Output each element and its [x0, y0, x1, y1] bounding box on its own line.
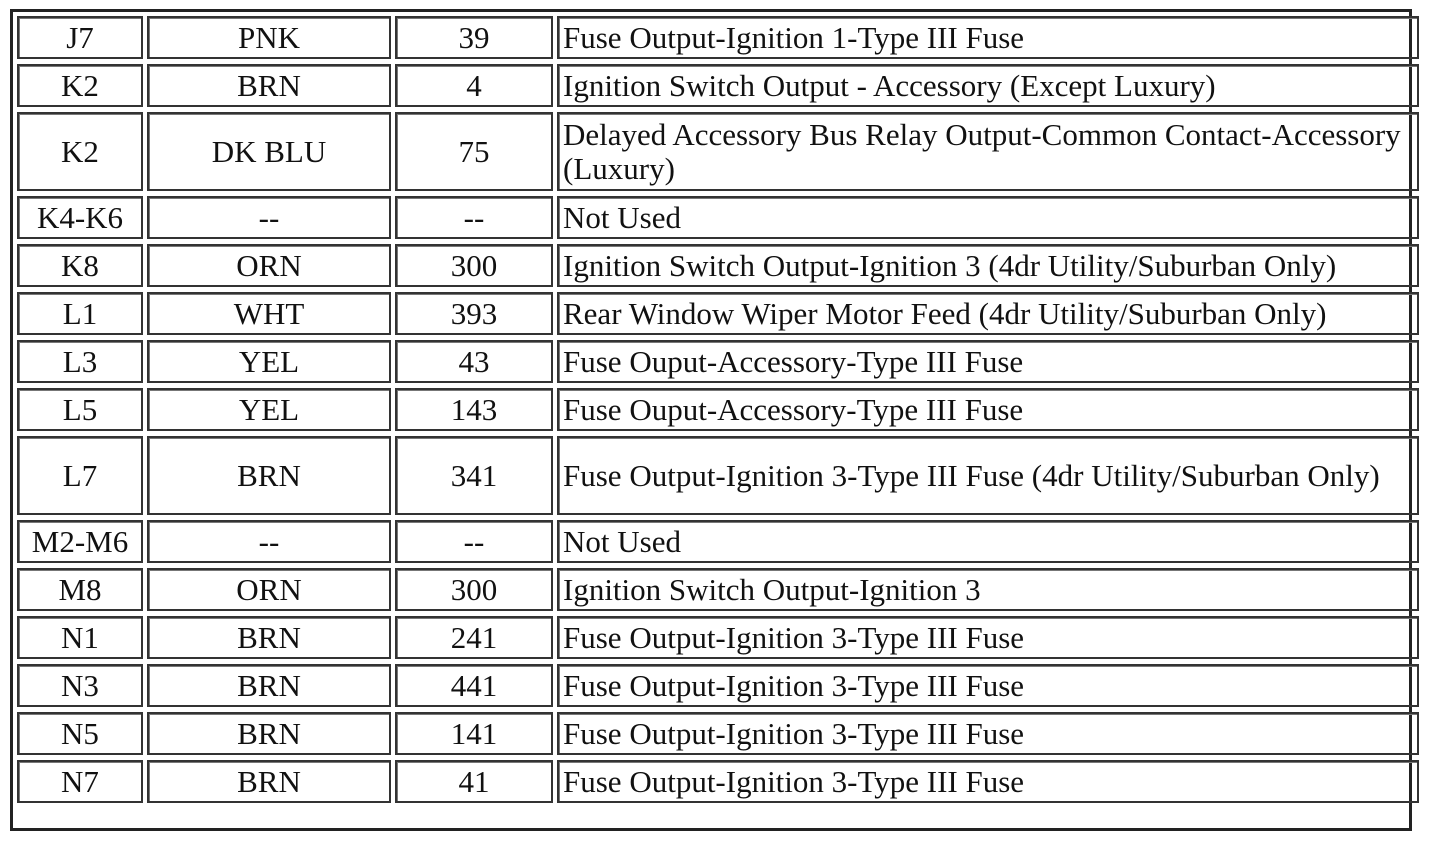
wire-color-cell: WHT [147, 292, 391, 335]
wire-color-cell: -- [147, 196, 391, 239]
function-cell: Not Used [557, 520, 1419, 563]
connector-pinout-table-frame [10, 9, 1412, 831]
table-row [17, 568, 1419, 611]
table-row [17, 388, 1419, 431]
function-cell: Fuse Ouput-Accessory-Type III Fuse [557, 388, 1419, 431]
table-row [17, 340, 1419, 383]
circuit-number-cell: 143 [395, 388, 553, 431]
function-cell: Fuse Output-Ignition 3-Type III Fuse [557, 760, 1419, 803]
function-cell: Delayed Accessory Bus Relay Output-Common Contact-Accessory (Luxury) [557, 112, 1419, 191]
circuit-number-cell: 75 [395, 112, 553, 191]
pin-cell: N5 [17, 712, 143, 755]
pin-cell: K4-K6 [17, 196, 143, 239]
function-cell: Fuse Output-Ignition 1-Type III Fuse [557, 16, 1419, 59]
pin-cell: K2 [17, 64, 143, 107]
wire-color-cell: BRN [147, 664, 391, 707]
table-row [17, 520, 1419, 563]
circuit-number-cell: -- [395, 520, 553, 563]
circuit-number-cell: 41 [395, 760, 553, 803]
table-row [17, 616, 1419, 659]
function-cell: Ignition Switch Output-Ignition 3 (4dr Utility/Suburban Only) [557, 244, 1419, 287]
function-cell: Fuse Output-Ignition 3-Type III Fuse (4dr Utility/Suburban Only) [557, 436, 1419, 515]
pin-cell: M2-M6 [17, 520, 143, 563]
function-cell: Fuse Output-Ignition 3-Type III Fuse [557, 712, 1419, 755]
circuit-number-cell: 241 [395, 616, 553, 659]
wire-color-cell: -- [147, 520, 391, 563]
function-cell: Rear Window Wiper Motor Feed (4dr Utility/Suburban Only) [557, 292, 1419, 335]
wire-color-cell: PNK [147, 16, 391, 59]
circuit-number-cell: 4 [395, 64, 553, 107]
table-row [17, 664, 1419, 707]
circuit-number-cell: 141 [395, 712, 553, 755]
table-row [17, 196, 1419, 239]
pin-cell: L3 [17, 340, 143, 383]
wire-color-cell: BRN [147, 64, 391, 107]
wire-color-cell: YEL [147, 340, 391, 383]
pin-cell: K2 [17, 112, 143, 191]
circuit-number-cell: 441 [395, 664, 553, 707]
function-cell: Ignition Switch Output-Ignition 3 [557, 568, 1419, 611]
pin-cell: N1 [17, 616, 143, 659]
circuit-number-cell: 39 [395, 16, 553, 59]
pin-cell: L5 [17, 388, 143, 431]
wire-color-cell: BRN [147, 616, 391, 659]
circuit-number-cell: 300 [395, 244, 553, 287]
wire-color-cell: YEL [147, 388, 391, 431]
function-cell: Fuse Output-Ignition 3-Type III Fuse [557, 664, 1419, 707]
table-row [17, 16, 1419, 59]
table-row [17, 436, 1419, 515]
table-row [17, 712, 1419, 755]
wire-color-cell: BRN [147, 760, 391, 803]
table-row [17, 292, 1419, 335]
table-row [17, 760, 1419, 803]
pin-cell: J7 [17, 16, 143, 59]
circuit-number-cell: 341 [395, 436, 553, 515]
circuit-number-cell: 393 [395, 292, 553, 335]
pin-cell: N3 [17, 664, 143, 707]
wire-color-cell: ORN [147, 568, 391, 611]
connector-pinout-table [13, 11, 1423, 808]
pin-cell: L7 [17, 436, 143, 515]
function-cell: Fuse Output-Ignition 3-Type III Fuse [557, 616, 1419, 659]
pin-cell: M8 [17, 568, 143, 611]
function-cell: Fuse Ouput-Accessory-Type III Fuse [557, 340, 1419, 383]
function-cell: Not Used [557, 196, 1419, 239]
circuit-number-cell: 43 [395, 340, 553, 383]
table-row [17, 244, 1419, 287]
table-row [17, 112, 1419, 191]
function-cell: Ignition Switch Output - Accessory (Except Luxury) [557, 64, 1419, 107]
wire-color-cell: BRN [147, 712, 391, 755]
wire-color-cell: ORN [147, 244, 391, 287]
circuit-number-cell: 300 [395, 568, 553, 611]
circuit-number-cell: -- [395, 196, 553, 239]
wire-color-cell: DK BLU [147, 112, 391, 191]
table-row [17, 64, 1419, 107]
pin-cell: L1 [17, 292, 143, 335]
wire-color-cell: BRN [147, 436, 391, 515]
pin-cell: K8 [17, 244, 143, 287]
pin-cell: N7 [17, 760, 143, 803]
